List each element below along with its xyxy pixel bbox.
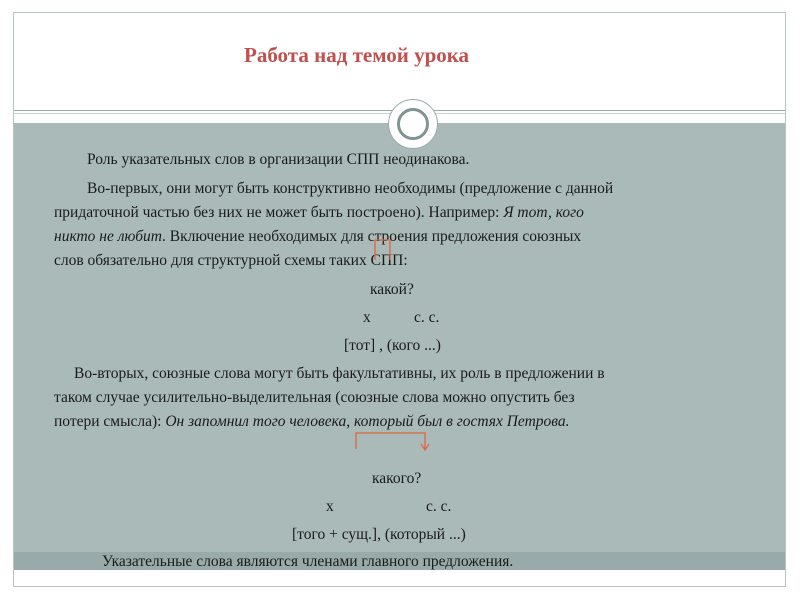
example-one-part-b: никто не любит [54, 228, 162, 245]
conclusion-text: Указательные слова являются членами главного предложения. [102, 553, 514, 570]
scheme-two-question: какого? [372, 470, 422, 487]
paragraph-second-line2: таком случае усилительно-выделительная (союзные слова можно опустить без [54, 389, 575, 406]
scheme-one-question: какой? [370, 281, 414, 298]
paragraph-intro: Роль указательных слов в организации СПП неодинакова. [87, 151, 470, 168]
example-two: Он запомнил того человека, который был в гостях Петрова. [165, 413, 570, 430]
annotation-markers [14, 13, 787, 588]
scheme-two-formula: [того + сущ.], (который ...) [292, 526, 466, 543]
paragraph-first-line4: слов обязательно для структурной схемы таких СПП: [54, 252, 408, 269]
bracket-marker-one [375, 240, 390, 260]
slide-title: Работа над темой урока [244, 43, 470, 67]
paragraph-first-line2-text: придаточной частью без них не может быть построено). Например: [54, 204, 500, 221]
paragraph-first-line3-text: . Включение необходимых для строения предложения союзных [161, 228, 582, 245]
scheme-one-formula: [тот] , (кого ...) [344, 337, 441, 354]
scheme-two-x-mark: х [326, 498, 334, 515]
scheme-one-x-mark: х [363, 309, 371, 326]
example-one-part-a: Я тот, кого [503, 204, 584, 221]
scheme-one-cc-mark: с. с. [414, 309, 440, 326]
scheme-two-cc-mark: с. с. [426, 498, 452, 515]
bracket-marker-two [356, 433, 429, 450]
slide-frame [13, 12, 786, 587]
paragraph-second-line1: Во-вторых, союзные слова могут быть факультативны, их роль в предложении в [74, 365, 605, 382]
paragraph-second-line3-text: потери смысла): [54, 413, 162, 430]
paragraph-first-line1: Во-первых, они могут быть конструктивно необходимы (предложение с данной [87, 180, 614, 197]
